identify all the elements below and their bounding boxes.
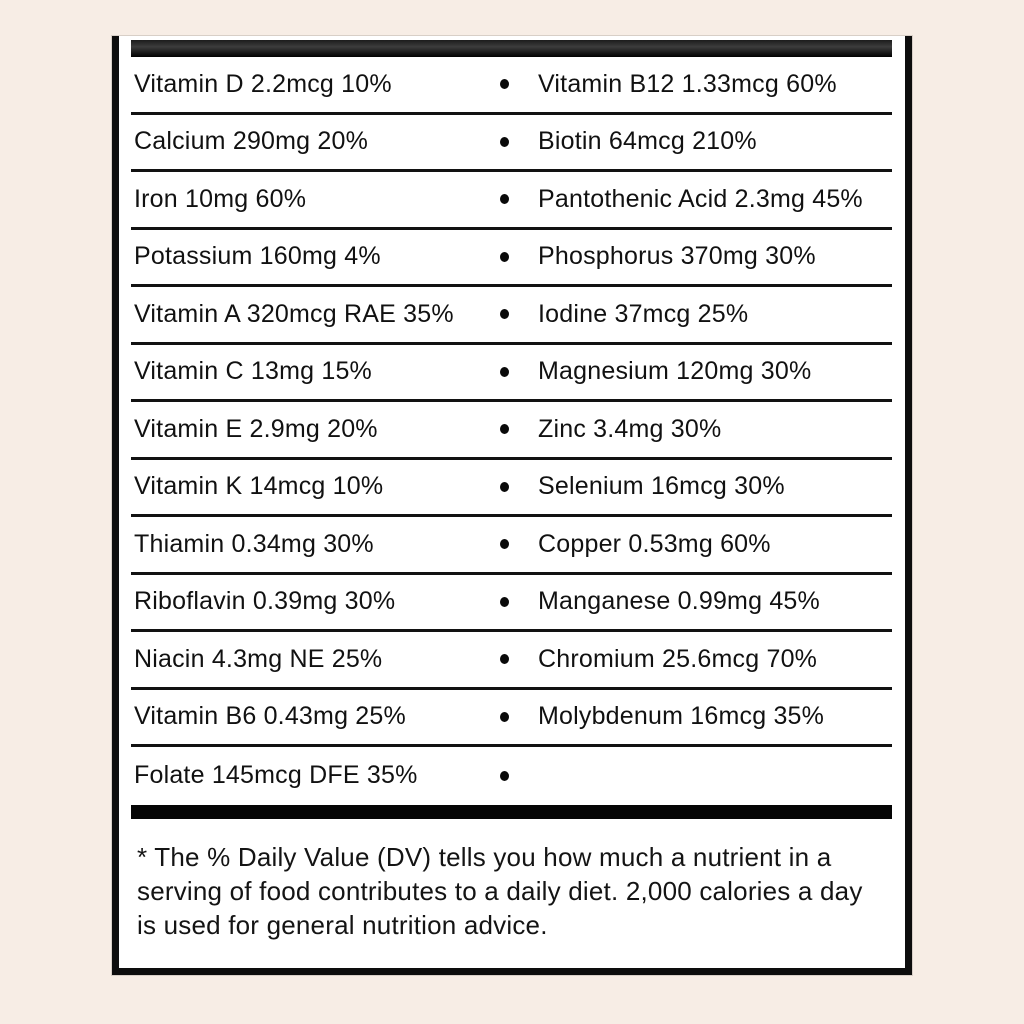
bullet-icon	[487, 482, 521, 492]
bullet-icon	[487, 194, 521, 204]
bullet-icon	[487, 597, 521, 607]
section-divider-bar-top	[131, 40, 892, 57]
nutrient-value-left: Vitamin A 320mcg RAE 35%	[134, 299, 454, 328]
nutrient-row	[131, 402, 892, 460]
bullet-icon	[487, 309, 521, 319]
bullet-icon	[487, 654, 521, 664]
nutrient-value-left: Vitamin K 14mcg 10%	[134, 472, 384, 501]
nutrient-value-left: Vitamin B6 0.43mg 25%	[134, 702, 406, 731]
nutrient-value-right: Selenium 16mcg 30%	[538, 472, 785, 501]
nutrient-value-right: Magnesium 120mg 30%	[538, 357, 812, 386]
nutrient-row	[131, 172, 892, 230]
nutrient-value-left: Vitamin E 2.9mg 20%	[134, 414, 378, 443]
nutrient-rows	[131, 57, 892, 805]
nutrient-row	[131, 517, 892, 575]
nutrient-value-left: Folate 145mcg DFE 35%	[134, 761, 418, 790]
nutrient-row	[131, 115, 892, 173]
bullet-icon	[487, 539, 521, 549]
nutrient-value-left: Calcium 290mg 20%	[134, 127, 369, 156]
bullet-icon	[487, 79, 521, 89]
nutrient-value-left: Potassium 160mg 4%	[134, 242, 381, 271]
nutrient-row	[131, 575, 892, 633]
bullet-icon	[487, 712, 521, 722]
nutrient-row	[131, 230, 892, 288]
nutrient-value-left: Vitamin D 2.2mcg 10%	[134, 69, 392, 98]
bullet-icon	[487, 424, 521, 434]
nutrient-value-left: Iron 10mg 60%	[134, 184, 307, 213]
nutrient-row	[131, 747, 892, 805]
bullet-icon	[487, 137, 521, 147]
nutrient-value-right: Copper 0.53mg 60%	[538, 529, 771, 558]
nutrient-row	[131, 345, 892, 403]
nutrition-facts-panel	[112, 36, 912, 975]
nutrient-value-left: Niacin 4.3mg NE 25%	[134, 644, 383, 673]
nutrient-value-right: Biotin 64mcg 210%	[538, 127, 757, 156]
daily-value-footnote: * The % Daily Value (DV) tells you how much a nutrient in a serving of food contributes to a daily diet. 2,000 calories a day is used for general nutrition advice.	[137, 841, 863, 940]
nutrient-row	[131, 632, 892, 690]
nutrient-value-right: Iodine 37mcg 25%	[538, 299, 749, 328]
nutrient-value-right: Zinc 3.4mg 30%	[538, 414, 722, 443]
nutrient-value-right: Vitamin B12 1.33mcg 60%	[538, 69, 837, 98]
nutrient-value-left: Riboflavin 0.39mg 30%	[134, 587, 396, 616]
bullet-icon	[487, 252, 521, 262]
nutrient-row	[131, 460, 892, 518]
nutrient-row	[131, 287, 892, 345]
nutrient-value-right: Phosphorus 370mg 30%	[538, 242, 816, 271]
nutrient-value-left: Thiamin 0.34mg 30%	[134, 529, 374, 558]
bullet-icon	[487, 367, 521, 377]
nutrient-value-right: Chromium 25.6mcg 70%	[538, 644, 818, 673]
nutrient-row	[131, 690, 892, 748]
section-divider-bar-bottom	[131, 805, 892, 819]
nutrient-value-right: Molybdenum 16mcg 35%	[538, 702, 825, 731]
bullet-icon	[487, 771, 521, 781]
nutrient-value-right: Pantothenic Acid 2.3mg 45%	[538, 184, 863, 213]
nutrient-value-right: Manganese 0.99mg 45%	[538, 587, 820, 616]
nutrient-row	[131, 57, 892, 115]
nutrient-value-left: Vitamin C 13mg 15%	[134, 357, 372, 386]
